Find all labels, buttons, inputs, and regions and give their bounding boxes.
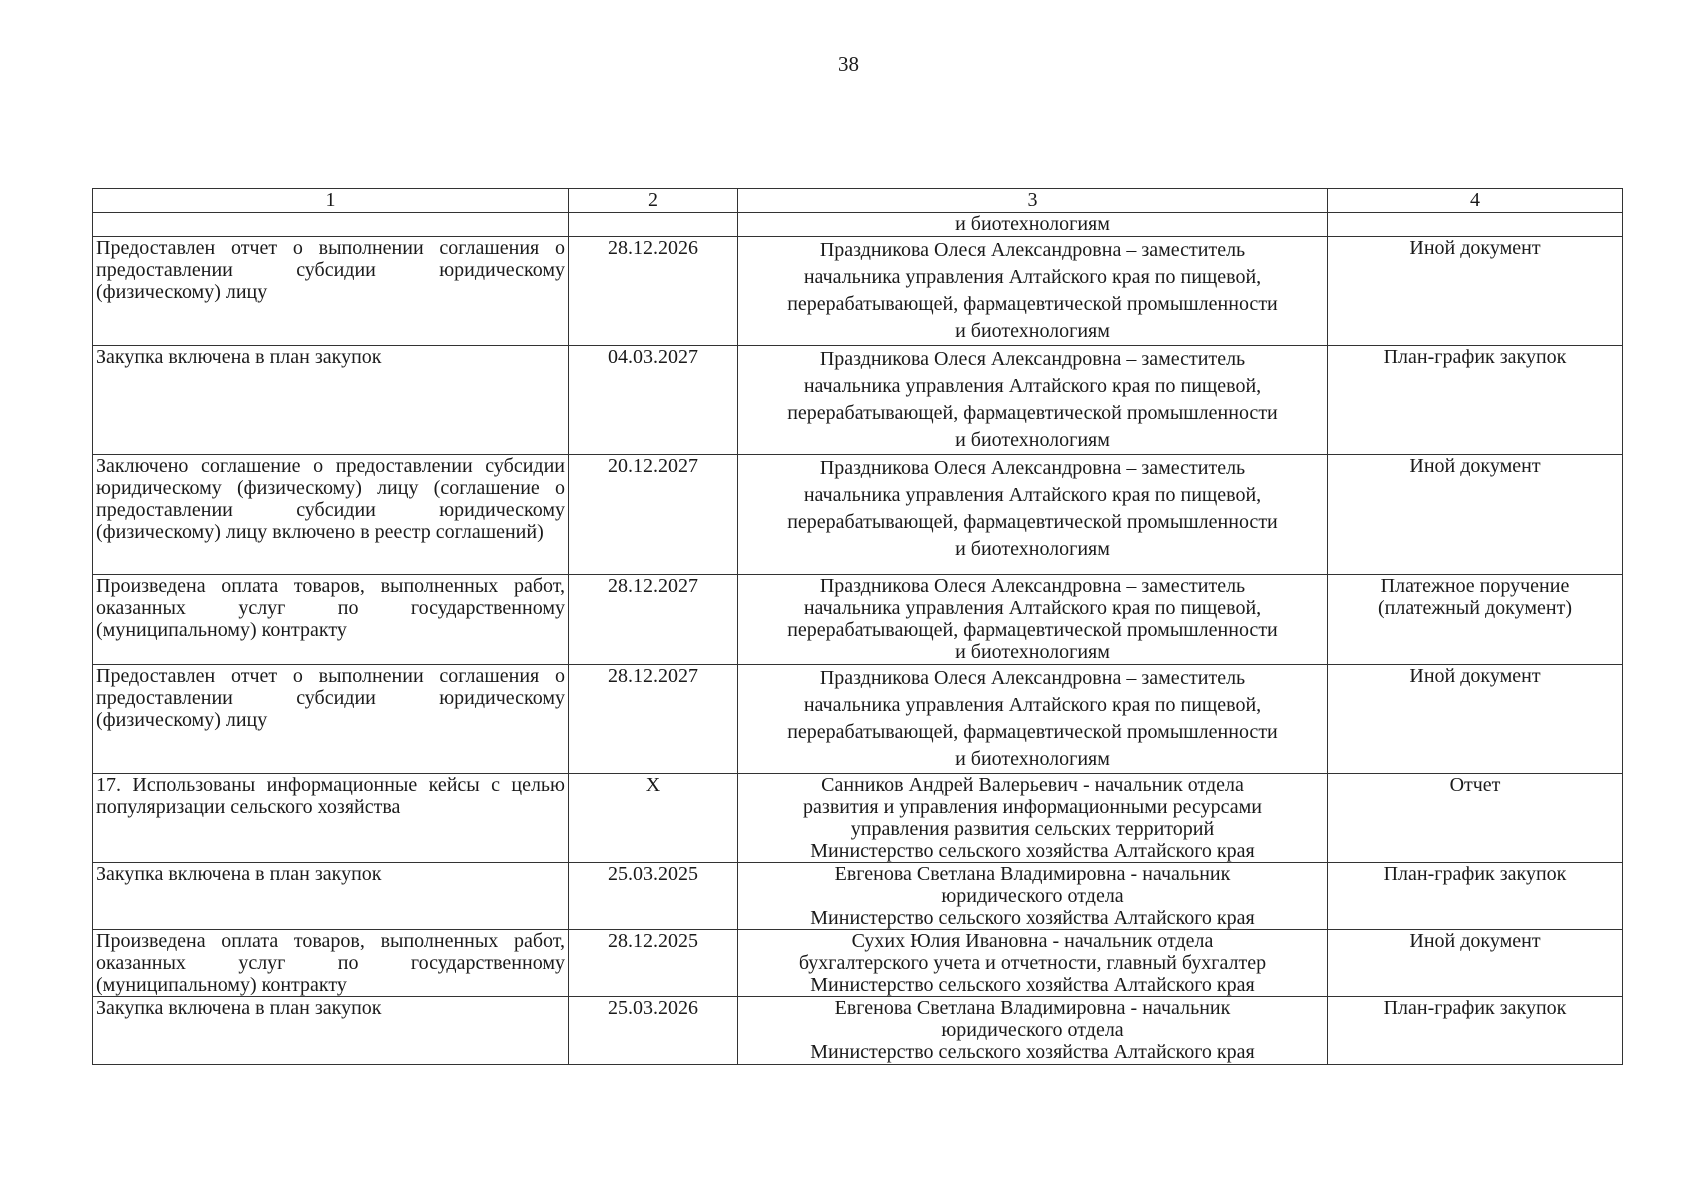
table-row [93, 665, 1623, 774]
event-cell: Закупка включена в план закупок [93, 863, 569, 930]
responsible-cell: и биотехнологиям [738, 213, 1328, 237]
table-row [93, 213, 1623, 237]
event-cell: Произведена оплата товаров, выполненных работ, оказанных услуг по государственному (муниципальному) контракту [93, 575, 569, 665]
responsible-cell: Праздникова Олеся Александровна – заместитель начальника управления Алтайского края по пищевой, перерабатывающей, фармацевтической промышленности и биотехнологиям [738, 237, 1328, 346]
date-cell: 28.12.2025 [569, 930, 738, 997]
header-cell-3: 3 [738, 189, 1328, 213]
date-cell: 04.03.2027 [569, 346, 738, 455]
event-cell: 17. Использованы информационные кейсы с целью популяризации сельского хозяйства [93, 774, 569, 863]
responsible-cell: Праздникова Олеся Александровна – заместитель начальника управления Алтайского края по пищевой, перерабатывающей, фармацевтической промышленности и биотехнологиям [738, 575, 1328, 665]
event-cell: Закупка включена в план закупок [93, 346, 569, 455]
date-cell: 28.12.2027 [569, 665, 738, 774]
date-cell: 28.12.2027 [569, 575, 738, 665]
responsible-cell: Санников Андрей Валерьевич - начальник отдела развития и управления информационными ресурсами управления развития сельских территорий Министерство сельского хозяйства Алтайского края [738, 774, 1328, 863]
document-cell: Отчет [1328, 774, 1623, 863]
document-cell: План-график закупок [1328, 997, 1623, 1065]
responsible-cell: Праздникова Олеся Александровна – заместитель начальника управления Алтайского края по пищевой, перерабатывающей, фармацевтической промышленности и биотехнологиям [738, 455, 1328, 575]
table-row [93, 774, 1623, 863]
responsible-cell: Сухих Юлия Ивановна - начальник отдела бухгалтерского учета и отчетности, главный бухгалтер Министерство сельского хозяйства Алтайского края [738, 930, 1328, 997]
events-table [92, 188, 1623, 1065]
date-cell: 20.12.2027 [569, 455, 738, 575]
document-cell: Иной документ [1328, 665, 1623, 774]
responsible-cell: Евгенова Светлана Владимировна - начальник юридического отдела Министерство сельского хозяйства Алтайского края [738, 997, 1328, 1065]
event-cell [93, 213, 569, 237]
table-row [93, 863, 1623, 930]
table-row [93, 346, 1623, 455]
event-cell: Заключено соглашение о предоставлении субсидии юридическому (физическому) лицу (соглашение о предоставлении субсидии юридическому (физическому) лицу включено в реестр соглашений) [93, 455, 569, 575]
event-cell: Произведена оплата товаров, выполненных работ, оказанных услуг по государственному (муниципальному) контракту [93, 930, 569, 997]
date-cell: 28.12.2026 [569, 237, 738, 346]
header-cell-4: 4 [1328, 189, 1623, 213]
document-cell [1328, 213, 1623, 237]
document-cell: План-график закупок [1328, 863, 1623, 930]
table-row [93, 997, 1623, 1065]
date-cell: 25.03.2025 [569, 863, 738, 930]
header-cell-1: 1 [93, 189, 569, 213]
date-cell: 25.03.2026 [569, 997, 738, 1065]
responsible-cell: Праздникова Олеся Александровна – заместитель начальника управления Алтайского края по пищевой, перерабатывающей, фармацевтической промышленности и биотехнологиям [738, 665, 1328, 774]
date-cell: X [569, 774, 738, 863]
document-cell: Иной документ [1328, 455, 1623, 575]
page-number: 38 [838, 52, 859, 76]
document-cell: Иной документ [1328, 930, 1623, 997]
date-cell [569, 213, 738, 237]
table-header-row [93, 189, 1623, 213]
event-cell: Закупка включена в план закупок [93, 997, 569, 1065]
event-cell: Предоставлен отчет о выполнении соглашения о предоставлении субсидии юридическому (физическому) лицу [93, 665, 569, 774]
table-row [93, 930, 1623, 997]
table-row [93, 575, 1623, 665]
header-cell-2: 2 [569, 189, 738, 213]
table-row [93, 455, 1623, 575]
responsible-cell: Праздникова Олеся Александровна – заместитель начальника управления Алтайского края по пищевой, перерабатывающей, фармацевтической промышленности и биотехнологиям [738, 346, 1328, 455]
responsible-cell: Евгенова Светлана Владимировна - начальник юридического отдела Министерство сельского хозяйства Алтайского края [738, 863, 1328, 930]
event-cell: Предоставлен отчет о выполнении соглашения о предоставлении субсидии юридическому (физическому) лицу [93, 237, 569, 346]
document-cell: План-график закупок [1328, 346, 1623, 455]
table-row [93, 237, 1623, 346]
document-cell: Платежное поручение (платежный документ) [1328, 575, 1623, 665]
document-cell: Иной документ [1328, 237, 1623, 346]
